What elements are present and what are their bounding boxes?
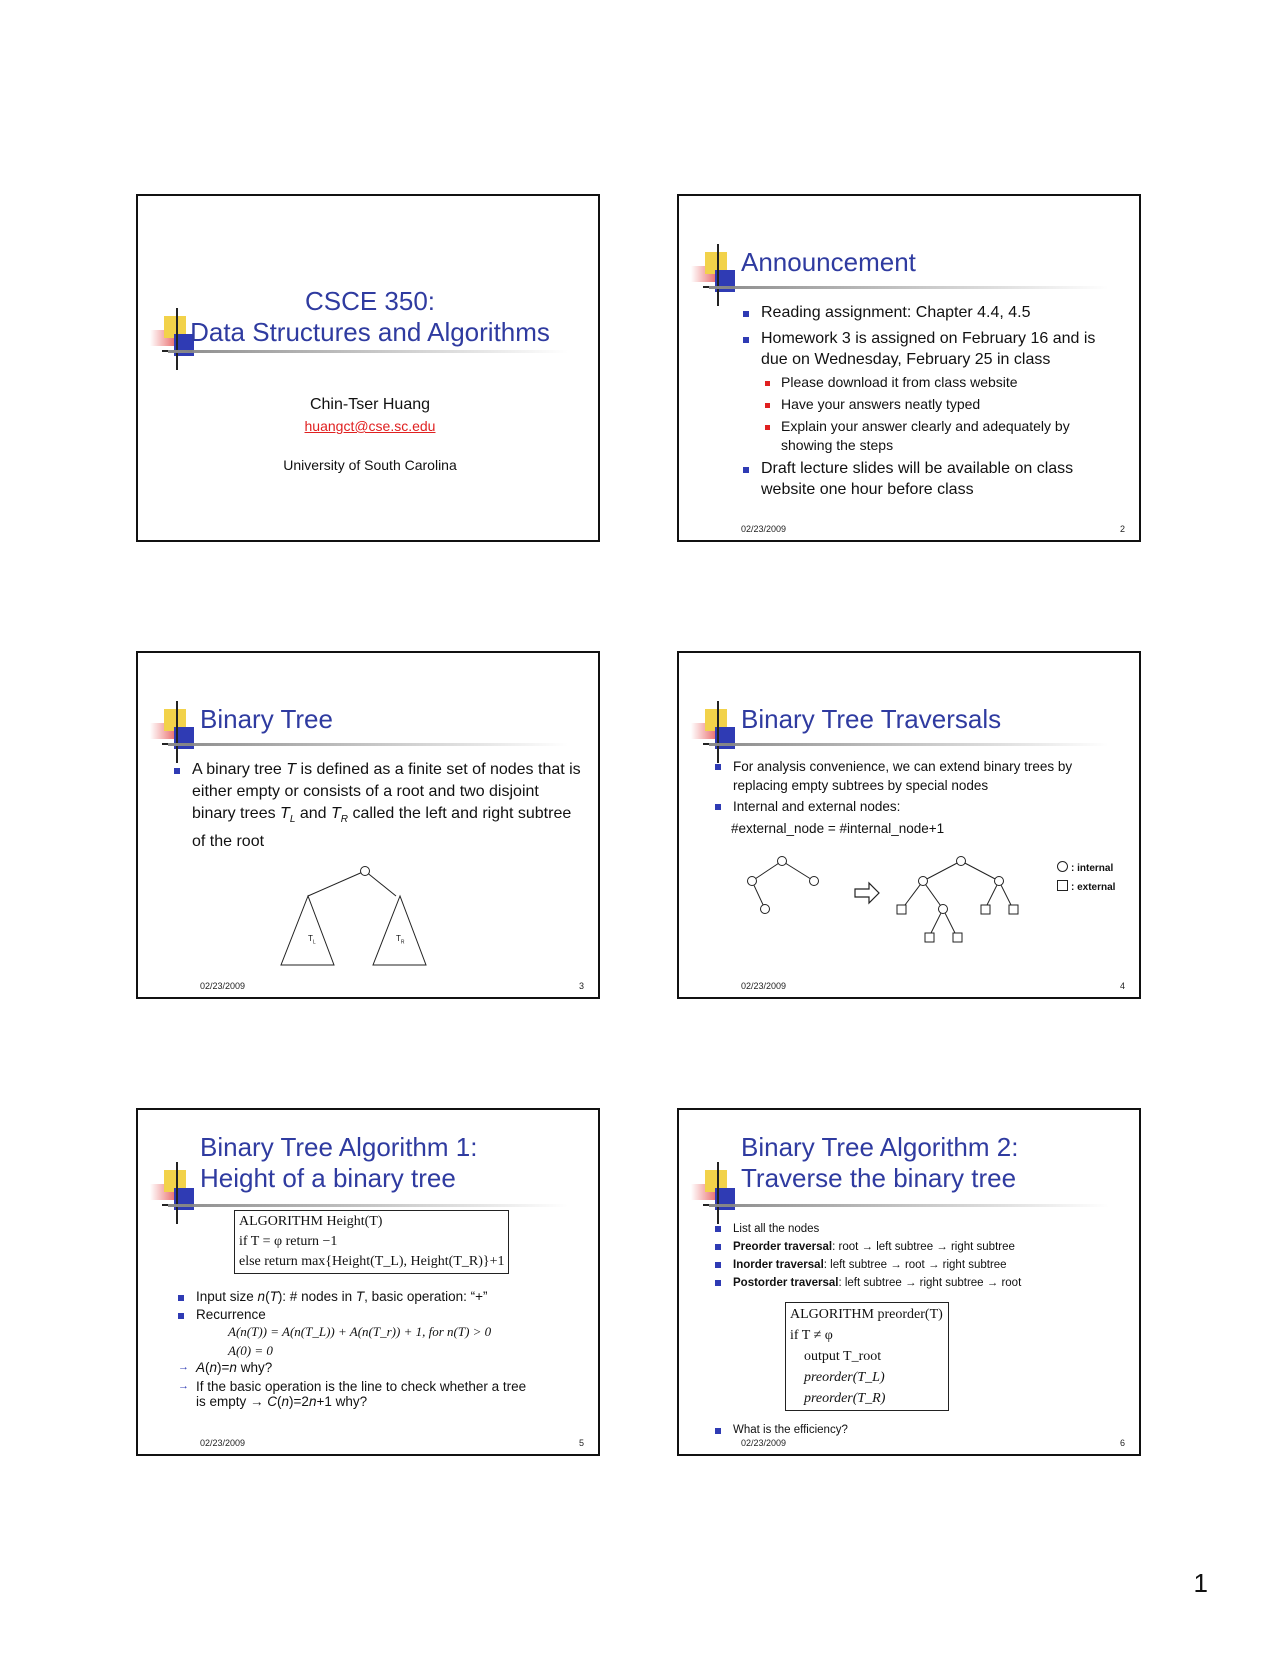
left-subtree-label: $T_L$ bbox=[308, 934, 316, 946]
bullet-list bbox=[174, 759, 584, 853]
right-subtree-label: $T_R$ bbox=[396, 934, 405, 946]
bullet-item: Homework 3 is assigned on February 16 and is due on Wednesday, February 25 in class bbox=[743, 328, 1123, 370]
slide-title: Announcement bbox=[741, 247, 916, 277]
bullet-item: Draft lecture slides will be available on class website one hour before class bbox=[743, 458, 1123, 500]
slide-date: 02/23/2009 bbox=[741, 1438, 787, 1448]
algo-line: preorder(T_L) bbox=[804, 1370, 885, 1385]
slide-number: 5 bbox=[578, 1438, 584, 1448]
sub-bullet-item: Please download it from class website bbox=[743, 373, 1123, 392]
recurrence-line-2: A(0) = 0 bbox=[228, 1343, 273, 1358]
slide-6 bbox=[677, 1108, 1141, 1456]
root-node-icon bbox=[361, 867, 370, 876]
slide-date: 02/23/2009 bbox=[200, 1438, 246, 1448]
legend-external: : external bbox=[1057, 880, 1115, 893]
node-formula: #external_node = #internal_node+1 bbox=[731, 821, 945, 836]
efficiency-bullet bbox=[715, 1422, 1115, 1438]
algo-line: if T ≠ φ bbox=[790, 1328, 833, 1343]
slide-4 bbox=[677, 651, 1141, 999]
recurrence-line-1: A(n(T)) = A(n(T_L)) + A(n(T_r)) + 1, for n(T) > 0 bbox=[228, 1324, 492, 1339]
bullet-item: Reading assignment: Chapter 4.4, 4.5 bbox=[743, 302, 1123, 323]
bullet-item: Inorder traversal: left subtree → root → right subtree bbox=[715, 1256, 1129, 1274]
legend-internal: : internal bbox=[1057, 861, 1113, 874]
slide-1 bbox=[136, 194, 600, 542]
right-arrow-icon bbox=[855, 883, 879, 903]
title-rule bbox=[168, 1204, 568, 1207]
external-node-icon bbox=[1057, 880, 1068, 891]
tree-extension-diagram bbox=[729, 853, 1049, 963]
preorder-algorithm-box bbox=[785, 1302, 949, 1411]
arrow-list bbox=[178, 1360, 588, 1409]
algo-line: if T = φ return −1 bbox=[239, 1234, 338, 1249]
title-line-2: Traverse the binary tree bbox=[741, 1163, 1017, 1193]
slide-date: 02/23/2009 bbox=[200, 981, 246, 991]
height-algorithm-box bbox=[234, 1210, 509, 1274]
slide-2 bbox=[677, 194, 1141, 542]
title-line-1: CSCE 350: bbox=[304, 286, 436, 316]
slide-date: 02/23/2009 bbox=[741, 981, 787, 991]
bullet-item: For analysis convenience, we can extend binary trees by replacing empty subtrees by special nodes bbox=[715, 757, 1129, 795]
algo-line: output T_root bbox=[804, 1349, 882, 1364]
title-rule bbox=[709, 743, 1109, 746]
left-subtree-triangle bbox=[281, 896, 334, 965]
bullet-item: Preorder traversal: root → left subtree → right subtree bbox=[715, 1238, 1129, 1256]
institution: University of South Carolina bbox=[283, 457, 457, 473]
title-line-1: Binary Tree Algorithm 2: bbox=[741, 1132, 1019, 1162]
slide-5 bbox=[136, 1108, 600, 1456]
bullet-item: Internal and external nodes: bbox=[715, 797, 1129, 816]
slide-number: 2 bbox=[1119, 524, 1125, 534]
bullet-list bbox=[715, 757, 1129, 816]
bullet-item: Input size n(T): # nodes in T, basic operation: “+” bbox=[178, 1288, 588, 1306]
page-number: 1 bbox=[1193, 1568, 1208, 1598]
algo-line: preorder(T_R) bbox=[804, 1391, 886, 1406]
bullet-item: List all the nodes bbox=[715, 1220, 1129, 1238]
slide-title bbox=[200, 1132, 477, 1194]
binary-tree-diagram bbox=[278, 863, 448, 975]
author-email-link[interactable]: huangct@cse.sc.edu bbox=[304, 418, 436, 434]
slide-number: 6 bbox=[1119, 1438, 1125, 1448]
title-rule bbox=[168, 743, 568, 746]
title-rule bbox=[168, 350, 568, 353]
sub-bullet-item: Have your answers neatly typed bbox=[743, 395, 1123, 414]
slide-number: 3 bbox=[578, 981, 584, 991]
arrow-item: → If the basic operation is the line to check whether a tree is empty → C(n)=2n+1 why? bbox=[178, 1379, 588, 1409]
bullet-list bbox=[743, 302, 1123, 500]
title-line-1: Binary Tree Algorithm 1: bbox=[200, 1132, 478, 1162]
bullet-item: Recurrence bbox=[178, 1306, 588, 1324]
slide-number: 4 bbox=[1119, 981, 1125, 991]
slide-title: Binary Tree Traversals bbox=[741, 704, 1002, 734]
title-line-2: Data Structures and Algorithms bbox=[190, 317, 550, 347]
bullet-item: What is the efficiency? bbox=[715, 1422, 1115, 1438]
bullet-item: Postorder traversal: left subtree → right subtree → root bbox=[715, 1274, 1129, 1292]
sub-bullet-item: Explain your answer clearly and adequately by showing the steps bbox=[743, 417, 1123, 455]
algo-line: ALGORITHM Height(T) bbox=[239, 1214, 383, 1229]
author-name: Chin-Tser Huang bbox=[309, 396, 431, 413]
bullet-list bbox=[178, 1288, 588, 1324]
title-line-2: Height of a binary tree bbox=[200, 1163, 456, 1193]
slide-title bbox=[741, 1132, 1018, 1194]
internal-node-icon bbox=[1057, 861, 1068, 872]
title-rule bbox=[709, 1204, 1109, 1207]
bullet-list bbox=[715, 1220, 1129, 1292]
algo-line: else return max{Height(T_L), Height(T_R)}+1 bbox=[239, 1254, 505, 1269]
right-subtree-triangle bbox=[373, 896, 426, 965]
slide-title: Binary Tree bbox=[200, 704, 333, 734]
slide-title bbox=[138, 286, 600, 348]
bullet-item: A binary tree T is defined as a finite set of nodes that is either empty or consists of a root and two disjoint binary trees $T_L$ and $T_R$ called the left and right subtree of the root bbox=[174, 759, 584, 853]
slide-date: 02/23/2009 bbox=[741, 524, 787, 534]
slide-3 bbox=[136, 651, 600, 999]
arrow-item: → A(n)=n why? bbox=[178, 1360, 588, 1375]
algo-line: ALGORITHM preorder(T) bbox=[790, 1307, 943, 1322]
title-rule bbox=[709, 286, 1109, 289]
